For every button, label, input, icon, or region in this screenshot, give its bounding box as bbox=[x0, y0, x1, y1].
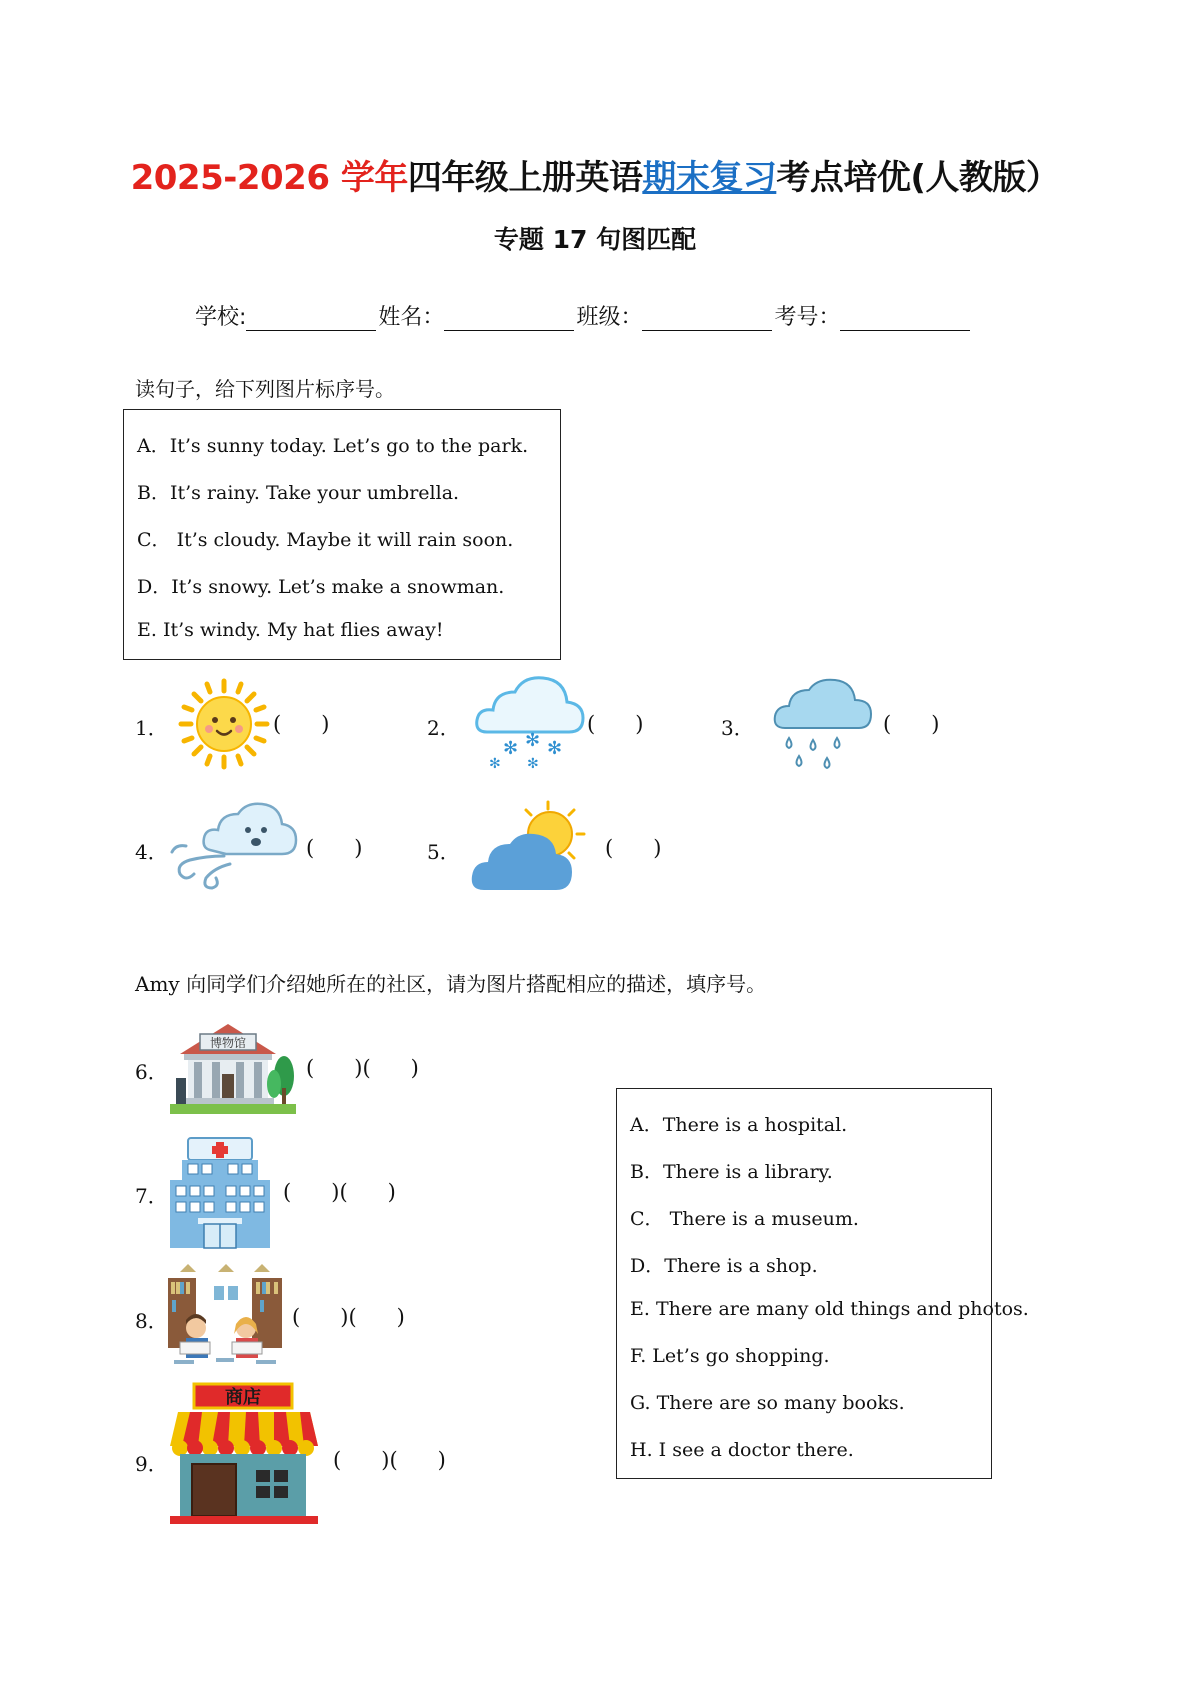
title-review: 期末复习 bbox=[642, 158, 777, 198]
item-8-blank[interactable]: ( )( ) bbox=[292, 1305, 405, 1329]
title-edition: 考点培优(人教版） bbox=[776, 158, 1060, 198]
item-6-blank[interactable]: ( )( ) bbox=[306, 1056, 419, 1080]
school-label: 学校: bbox=[195, 305, 247, 330]
exam-no-label: 考号： bbox=[774, 305, 841, 330]
class-blank[interactable] bbox=[642, 308, 772, 331]
item-5-number: 5． bbox=[427, 840, 460, 864]
option-g2: G. There are so many books. bbox=[630, 1392, 905, 1414]
student-info-line bbox=[195, 300, 972, 331]
option-a2: A．There is a hospital. bbox=[630, 1114, 848, 1136]
snow-cloud-icon bbox=[473, 670, 587, 770]
school-blank[interactable] bbox=[246, 308, 376, 331]
hospital-icon bbox=[168, 1136, 272, 1250]
shop-icon bbox=[168, 1382, 320, 1526]
item-2-number: 2． bbox=[427, 716, 460, 740]
item-9-number: 9． bbox=[135, 1452, 168, 1476]
item-1-blank[interactable]: ( ) bbox=[273, 712, 330, 736]
section2-instruction: Amy 向同学们介绍她所在的社区，请为图片搭配相应的描述，填序号。 bbox=[135, 972, 767, 996]
sun-icon bbox=[178, 678, 270, 770]
museum-sign-text: 博物馆 bbox=[209, 1036, 247, 1050]
rain-cloud-icon bbox=[773, 678, 877, 774]
svg-text:✻: ✻ bbox=[489, 756, 501, 770]
page-subtitle: 专题 17 句图匹配 bbox=[493, 225, 697, 254]
item-6-number: 6． bbox=[135, 1060, 168, 1084]
wind-cloud-icon bbox=[166, 798, 300, 894]
option-e2: E. There are many old things and photos. bbox=[630, 1298, 1029, 1320]
item-4-blank[interactable]: ( ) bbox=[306, 836, 363, 860]
option-d: D．It’s snowy. Let’s make a snowman. bbox=[137, 576, 505, 598]
item-8-number: 8． bbox=[135, 1309, 168, 1333]
item-3-blank[interactable]: ( ) bbox=[883, 712, 940, 736]
item-3-number: 3． bbox=[721, 716, 754, 740]
name-blank[interactable] bbox=[444, 308, 574, 331]
option-c: C． It’s cloudy. Maybe it will rain soon. bbox=[137, 529, 514, 551]
option-h2: H. I see a doctor there. bbox=[630, 1439, 854, 1461]
svg-text:✻: ✻ bbox=[525, 730, 541, 751]
shop-sign-text: 商店 bbox=[225, 1387, 261, 1408]
item-7-blank[interactable]: ( )( ) bbox=[283, 1180, 396, 1204]
svg-text:✻: ✻ bbox=[527, 756, 539, 770]
option-f2: F. Let’s go shopping. bbox=[630, 1345, 830, 1367]
title-grade: 四年级上册英语 bbox=[407, 158, 643, 198]
cloud-sun-icon bbox=[470, 800, 590, 896]
item-5-blank[interactable]: ( ) bbox=[605, 836, 662, 860]
section1-instruction: 读句子，给下列图片标序号。 bbox=[135, 377, 395, 401]
section2-options-box bbox=[616, 1088, 1029, 1479]
svg-text:✻: ✻ bbox=[547, 738, 563, 759]
museum-icon bbox=[170, 1018, 296, 1116]
item-7-number: 7． bbox=[135, 1184, 168, 1208]
item-1-number: 1． bbox=[135, 716, 168, 740]
library-icon bbox=[166, 1262, 284, 1368]
option-d2: D．There is a shop. bbox=[630, 1255, 818, 1277]
section1-options-box bbox=[123, 409, 561, 660]
page-title bbox=[0, 150, 1190, 199]
class-label: 班级： bbox=[576, 305, 643, 330]
item-2-blank[interactable]: ( ) bbox=[587, 712, 644, 736]
option-b2: B．There is a library. bbox=[630, 1161, 833, 1183]
svg-text:✻: ✻ bbox=[503, 738, 519, 759]
title-year: 2025-2026 学年 bbox=[130, 158, 408, 198]
option-a: A．It’s sunny today. Let’s go to the park. bbox=[137, 435, 529, 457]
name-label: 姓名： bbox=[378, 305, 445, 330]
option-b: B．It’s rainy. Take your umbrella. bbox=[137, 482, 460, 504]
option-e: E. It’s windy. My hat flies away! bbox=[137, 619, 444, 641]
item-9-blank[interactable]: ( )( ) bbox=[333, 1448, 446, 1472]
option-c2: C． There is a museum. bbox=[630, 1208, 859, 1230]
exam-no-blank[interactable] bbox=[840, 308, 970, 331]
item-4-number: 4． bbox=[135, 840, 168, 864]
